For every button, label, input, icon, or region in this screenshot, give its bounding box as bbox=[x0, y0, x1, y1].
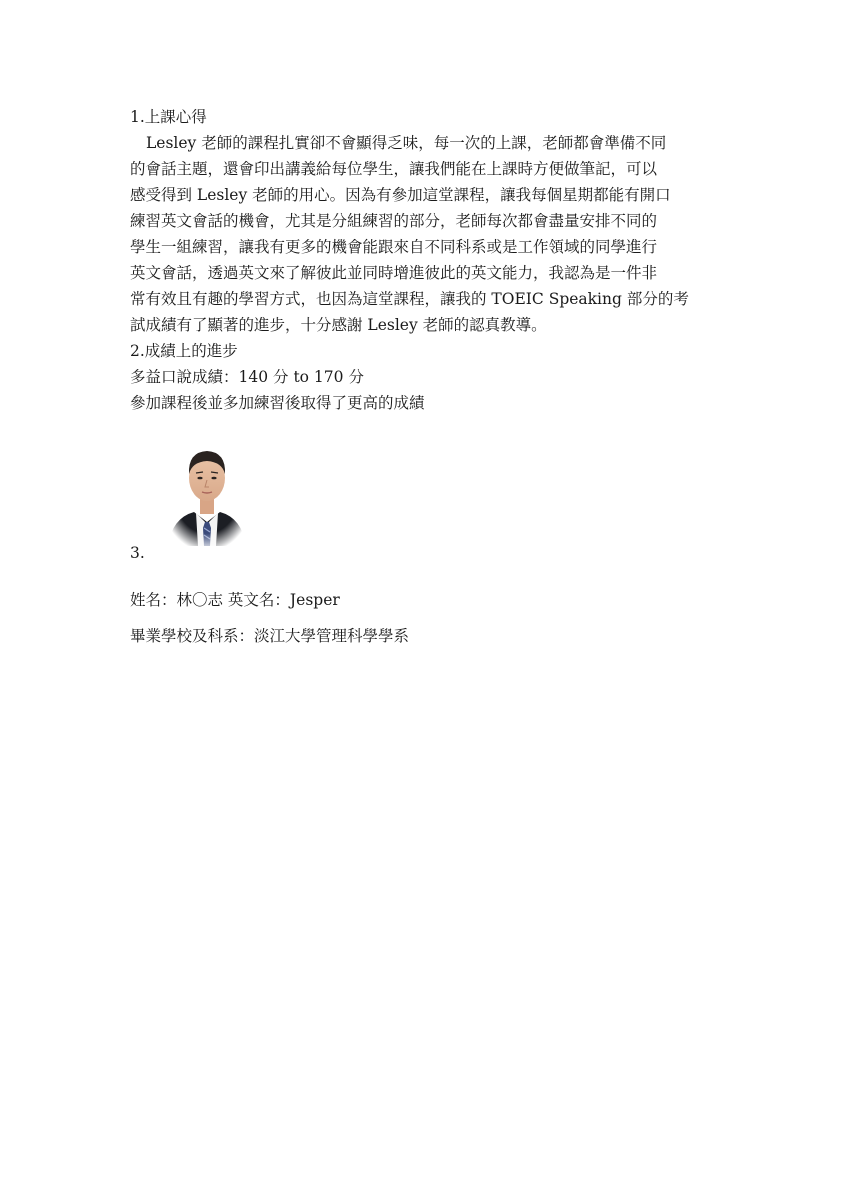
section3-number: 3. bbox=[130, 544, 145, 562]
document-content bbox=[130, 104, 722, 654]
paragraph-line: 學生一組練習，讓我有更多的機會能跟來自不同科系或是工作領域的同學進行 bbox=[130, 238, 658, 256]
paragraph-line: Lesley 老師的課程扎實卻不會顯得乏味，每一次的上課，老師都會準備不同 bbox=[146, 134, 667, 152]
paragraph-line: 常有效且有趣的學習方式，也因為這堂課程，讓我的 TOEIC Speaking 部分的考 bbox=[130, 290, 689, 308]
section1-heading: 1.上課心得 bbox=[130, 108, 207, 126]
section1-paragraph bbox=[130, 130, 722, 338]
portrait-photo bbox=[164, 436, 250, 546]
paragraph-line: 的會話主題，還會印出講義給每位學生，讓我們能在上課時方便做筆記，可以 bbox=[130, 160, 658, 178]
score-line: 多益口說成績：140 分 to 170 分 bbox=[130, 368, 364, 386]
paragraph-line: 感受得到 Lesley 老師的用心。因為有參加這堂課程，讓我每個星期都能有開口 bbox=[130, 186, 671, 204]
school-line: 畢業學校及科系：淡江大學管理科學學系 bbox=[130, 627, 410, 645]
paragraph-line: 試成績有了顯著的進步，十分感謝 Lesley 老師的認真教導。 bbox=[130, 316, 547, 334]
name-line: 姓名：林〇志 英文名：Jesper bbox=[130, 591, 340, 609]
paragraph-line: 練習英文會話的機會，尤其是分組練習的部分，老師每次都會盡量安排不同的 bbox=[130, 212, 658, 230]
paragraph-line: 英文會話，透過英文來了解彼此並同時增進彼此的英文能力，我認為是一件非 bbox=[130, 264, 658, 282]
personal-info bbox=[130, 582, 722, 654]
photo-row bbox=[130, 424, 722, 560]
section2-heading: 2.成績上的進步 bbox=[130, 342, 238, 360]
score-note: 參加課程後並多加練習後取得了更高的成績 bbox=[130, 394, 425, 412]
